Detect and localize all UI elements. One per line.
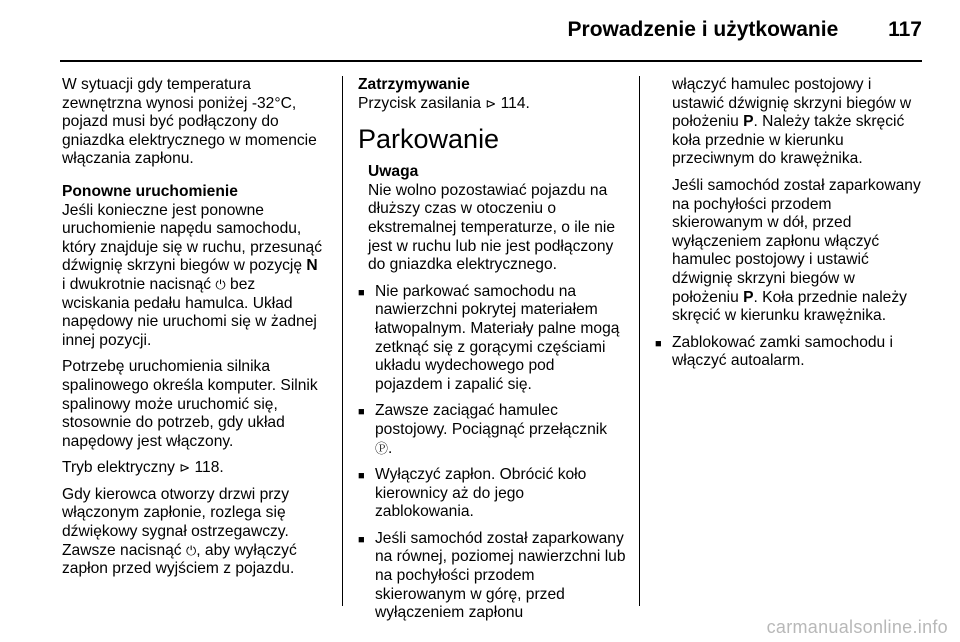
bullet-icon: ■ <box>358 406 365 419</box>
list-item: ■ Zablokować zamki samochodu i włączyć autoalarm. <box>655 333 894 370</box>
list-item: ■ Zawsze zaciągać hamulec postojowy. Pociągnąć przełącznik Ⓟ. <box>358 402 608 457</box>
page-reference: 118. <box>194 459 224 477</box>
bullet-list <box>655 334 921 371</box>
power-icon: ⏻ <box>215 276 226 292</box>
header-rule <box>60 60 922 62</box>
list-item: ■ Wyłączyć zapłon. Obrócić koło kierownicy aż do jego zablokowania. <box>358 466 587 521</box>
page-number: 117 <box>888 18 922 41</box>
gear-p-label: P <box>743 288 754 306</box>
gear-n-label: N <box>306 257 318 275</box>
paragraph: Tryb elektryczny ⊳ 118. <box>62 459 224 477</box>
section-heading-parking: Parkowanie <box>358 124 500 155</box>
power-icon: ⏻ <box>185 542 197 558</box>
paragraph: Jeśli konieczne jest ponowne uruchomienie napędu samochodu, który znajduje się w ruchu, przesunąć dźwignię skrzyni biegów w pozycję N i dwukrotnie nacisnąć ⏻ bez wciskania pedału hamulca. Układ napędowy nie uruchomi się w żadnej innej pozycji. <box>62 201 323 349</box>
paragraph: Przycisk zasilania ⊳ 114. <box>358 94 530 112</box>
page-header <box>568 18 922 42</box>
page-reference: 114. <box>500 94 530 112</box>
paragraph: Jeśli samochód został zaparkowany na pochyłości przodem skierowanym w dół, przed wyłączeniem zapłonu włączyć hamulec postojowy i ustawić dźwignię skrzyni biegów w położeniu P. Koła przednie należy skręcić w kierunku krawężnika. <box>672 176 921 325</box>
column-right <box>655 76 921 379</box>
section-title: Prowadzenie i użytkowanie <box>567 18 839 41</box>
column-divider <box>639 76 640 606</box>
note-heading: Uwaga <box>368 163 419 181</box>
subheading-stopping: Zatrzymywanie <box>358 76 470 93</box>
bullet-icon: ■ <box>358 533 365 546</box>
paragraph: W sytuacji gdy temperatura zewnętrzna wynosi poniżej -32°C, pojazd musi być podłączony do gniazdka elektrycznego w momencie włączania zapłonu. <box>62 76 317 168</box>
column-divider <box>342 76 343 606</box>
subheading-restart: Ponowne uruchomienie <box>62 182 238 200</box>
gear-p-label: P <box>743 113 754 131</box>
column-left <box>62 76 324 587</box>
bullet-icon: ■ <box>358 286 365 299</box>
watermark: carmanualsonline.info <box>766 617 948 637</box>
list-item: ■ Nie parkować samochodu na nawierzchni pokrytej materiałem łatwopalnym. Materiały palne mogą zetknąć się z gorącymi częściami układu wydechowego pod pojazdem i zapalić się. <box>358 282 620 393</box>
note-text: Nie wolno pozostawiać pojazdu na dłuższy czas w otoczeniu o ekstremalnej temperaturze, o ile nie jest w ruchu lub nie jest podłączony do gniazdka elektrycznego. <box>368 181 616 274</box>
arrow-icon: ⊳ <box>179 460 191 476</box>
bullet-icon: ■ <box>358 470 365 483</box>
list-item: ■ Jeśli samochód został zaparkowany na równej, poziomej nawierzchni lub na pochyłości przodem skierowanym w górę, przed wyłączeniem zapłonu <box>358 529 626 622</box>
bullet-icon: ■ <box>655 337 662 350</box>
arrow-icon: ⊳ <box>485 95 497 111</box>
bullet-list <box>358 283 626 623</box>
paragraph: włączyć hamulec postojowy i ustawić dźwignię skrzyni biegów w położeniu P. Należy także skręcić koła przednie w kierunku przeciwnym do krawężnika. <box>672 76 912 168</box>
paragraph: Gdy kierowca otworzy drzwi przy włączonym zapłonie, rozlega się dźwiękowy sygnał ostrzegawczy. Zawsze nacisnąć ⏻, aby wyłączyć zapłon przed wyjściem z pojazdu. <box>62 485 297 578</box>
column-middle <box>358 76 626 631</box>
note-box <box>368 163 626 275</box>
paragraph: Potrzebę uruchomienia silnika spalinowego określa komputer. Silnik spalinowy może uruchomić się, stosownie do potrzeb, gdy układ napędowy jest włączony. <box>62 358 318 450</box>
parking-brake-icon: Ⓟ <box>375 440 389 456</box>
